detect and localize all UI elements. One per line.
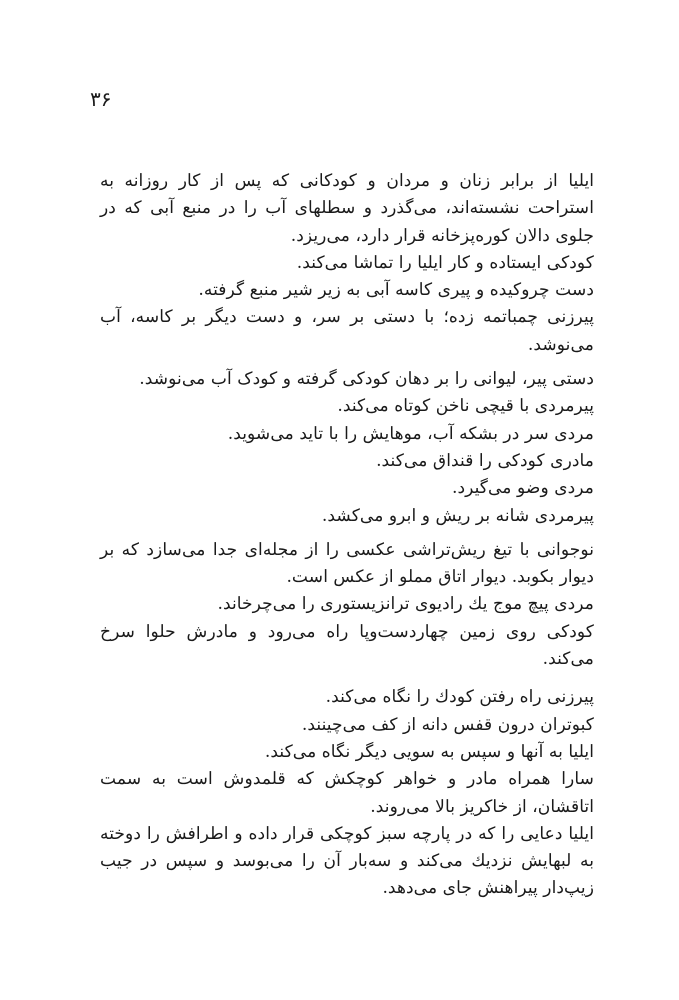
paragraph: ایلیا به آنها و سپس به سویی دیگر نگاه می‌کند. xyxy=(264,741,594,762)
paragraph: مردی وضو می‌گیرد. xyxy=(452,478,594,499)
paragraph: مادری کودکی را قنداق می‌کند. xyxy=(376,450,594,471)
paragraph: پیرزنی چمباتمه زده؛ با دستی بر سر، و دست دیگر بر کاسه، آب می‌نوشد. xyxy=(100,307,594,355)
paragraph: مردی پیچ موج یك رادیوی ترانزیستوری را می‌چرخاند. xyxy=(217,594,594,615)
paragraph: کبوتران درون قفس دانه از کف می‌چینند. xyxy=(301,714,594,735)
paragraph: ایلیا از برابر زنان و مردان و کودکانی که پس از کار روزانه به استراحت نشسته‌اند، می‌گذرد و سطلهای آب را در منبع آبی که در جلوی دالان کوره‌پزخانه قرار دارد، می‌ریزد. xyxy=(100,171,594,246)
paragraph: ایلیا دعایی را که در پارچه سبز کوچکی قرار داده و اطرافش را دوخته به لبهایش نزدیك می‌کند و سه‌بار آن را می‌بوسد و سپس در جیب زیپ‌دار پیراهنش جای می‌دهد. xyxy=(100,823,594,899)
paragraph: پیرمردی شانه بر ریش و ابرو می‌کشد. xyxy=(321,505,594,526)
paragraph: دستی پیر، لیوانی را بر دهان کودکی گرفته و کودک آب می‌نوشد. xyxy=(139,369,594,390)
paragraph: کودکی ایستاده و کار ایلیا را تماشا می‌کند. xyxy=(296,252,594,273)
body-text xyxy=(100,168,594,903)
paragraph: دست چروکیده و پیری کاسه آبی به زیر شیر منبع گرفته. xyxy=(198,280,594,301)
paragraph: مردی سر در بشکه آب، موهایش را با تاید می‌شوید. xyxy=(227,423,594,444)
paragraph: سارا همراه مادر و خواهر کوچکش که قلمدوش است به سمت اتاقشان، از خاکریز بالا می‌روند. xyxy=(100,769,594,817)
paragraph: پیرمردی با قیچی ناخن کوتاه می‌کند. xyxy=(337,396,594,417)
page-number: ۳۶ xyxy=(90,87,112,111)
paragraph: پیرزنی راه رفتن کودك را نگاه می‌کند. xyxy=(325,687,594,708)
paragraph: نوجوانی با تیغ ریش‌تراشی عکسی را از مجله‌ای جدا می‌سازد که بر دیوار بکوبد. دیوار اتاق مملو از عکس است. xyxy=(100,539,594,588)
paragraph: کودکی روی زمین چهاردست‌وپا راه می‌رود و مادرش حلوا سرخ می‌کند. xyxy=(100,621,594,670)
